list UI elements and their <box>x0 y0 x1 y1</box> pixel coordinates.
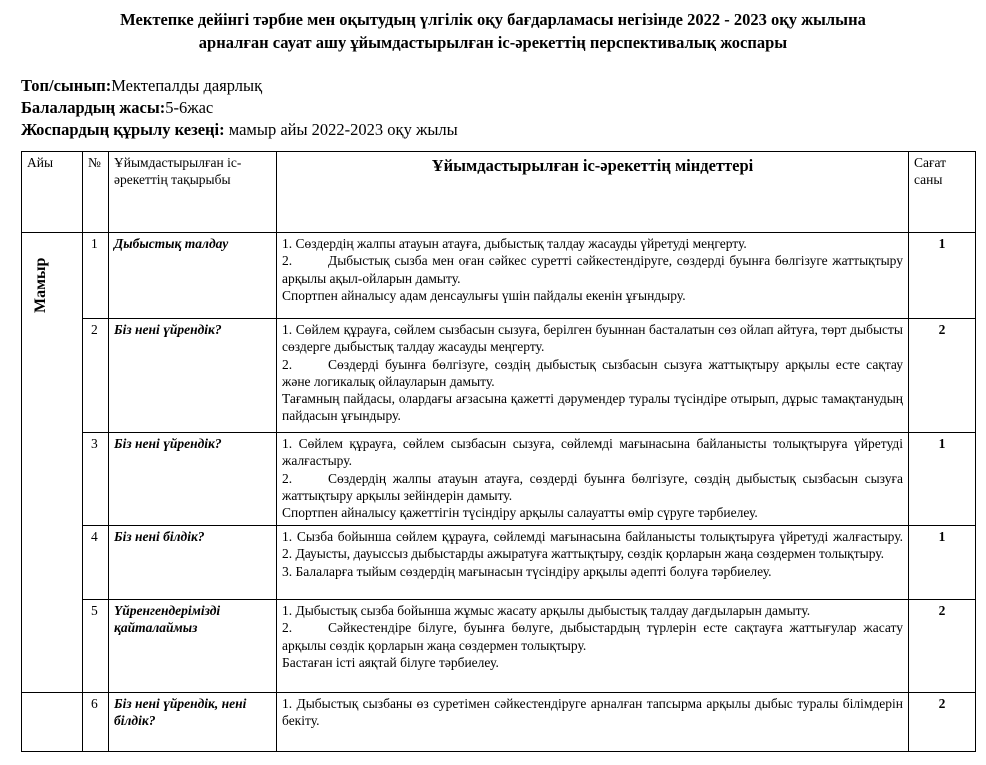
task-line: Тағамның пайдасы, олардағы ағзасына қажетті дәрумендер туралы түсіндіре отырып, дұрыс тамақтанудың пайдасын ұғындыру. <box>282 391 903 424</box>
row-hours: 1 <box>909 433 976 526</box>
row-hours: 2 <box>909 693 976 752</box>
table-row <box>22 433 976 526</box>
header-month: Айы <box>22 152 83 233</box>
task-line: Спортпен айналысу қажеттігін түсіндіру арқылы салауатты өмір сүруге тәрбиелеу. <box>282 505 758 521</box>
group-value: Мектепалды даярлық <box>111 76 263 95</box>
header-num: № <box>83 152 109 233</box>
plan-table <box>21 151 976 752</box>
row-topic: Біз нені білдік? <box>109 526 277 600</box>
row-topic: Дыбыстық талдау <box>109 233 277 319</box>
period-value: мамыр айы 2022-2023 оқу жылы <box>224 120 458 139</box>
row-tasks <box>277 233 909 319</box>
row-tasks <box>277 433 909 526</box>
task-line: Сәйкестендіре білуге, буынға бөлуге, дыбыстардың түрлерін есте сақтауға жаттығулар жасату арқылы сөздік қорларын жаңа сөздермен толықтыру. <box>282 620 903 653</box>
row-num: 1 <box>83 233 109 319</box>
table-row <box>22 600 976 693</box>
row-topic: Біз нені үйрендік? <box>109 433 277 526</box>
row-topic: Біз нені үйрендік, нені білдік? <box>109 693 277 752</box>
row-topic: Үйренгендерімізді қайталаймыз <box>109 600 277 693</box>
title-line-2: арналған сауат ашу ұйымдастырылған іс-әрекеттің перспективалық жоспары <box>198 33 788 52</box>
task-line-numbered <box>282 470 903 505</box>
period-label: Жоспардың құрылу кезеңі: <box>21 120 225 139</box>
task-item-number: 2. <box>282 620 293 636</box>
row-num: 3 <box>83 433 109 526</box>
task-line: Сөздердің жалпы атауын атауға, сөздерді буынға бөлгізуге, сөздің дыбыстық сызбасын сызуға жаттықтыру арқылы зейіндерін дамыту. <box>282 470 903 503</box>
table-row <box>22 526 976 600</box>
row-hours: 1 <box>909 233 976 319</box>
task-line: 1. Сызба бойынша сөйлем құрауға, сөйлемді мағынасына байланысты толықтыруға үйретуді жалғастыру. 2. Дауысты, дауыссыз дыбыстарды ажыратуға жаттықтыру, сөздік қорларын жаңа сөздермен толықтыру. <box>282 529 903 562</box>
task-item-number: 2. <box>282 253 293 269</box>
task-line: Дыбыстық сызба мен оған сәйкес суретті сәйкестендіруге, сөздерді буынға бөлгізуге жаттықтыру арқылы ақыл-ойларын дамыту. <box>282 253 903 286</box>
group-line <box>21 75 262 97</box>
age-value: 5-6жас <box>165 98 214 117</box>
task-line: 1. Сөздердің жалпы атауын атауға, дыбыстық талдау жасауды үйретуді меңгерту. <box>282 236 747 251</box>
task-line: 1. Сөйлем құрауға, сөйлем сызбасын сызуға, сөйлемді мағынасына байланысты толықтыруға үйретуді жалғастыру. <box>282 436 903 469</box>
document-title <box>0 8 986 54</box>
row-tasks <box>277 693 909 752</box>
task-item-number: 2. <box>282 470 293 486</box>
row-tasks <box>277 600 909 693</box>
row-num: 2 <box>83 319 109 433</box>
task-line-numbered <box>282 356 903 391</box>
month-label: Мамыр <box>32 257 49 313</box>
row-hours: 1 <box>909 526 976 600</box>
table-header-row <box>22 152 976 233</box>
task-line-numbered <box>282 252 903 287</box>
header-topic: Ұйымдастырылған іс-әрекеттің тақырыбы <box>109 152 277 233</box>
row-num: 6 <box>83 693 109 752</box>
row-num: 5 <box>83 600 109 693</box>
task-line: Бастаған істі аяқтай білуге тәрбиелеу. <box>282 654 499 670</box>
month-cell-empty <box>22 693 83 752</box>
age-line <box>21 97 213 119</box>
group-label: Топ/сынып: <box>21 76 112 95</box>
row-topic: Біз нені үйрендік? <box>109 319 277 433</box>
task-line: Спортпен айналысу адам денсаулығы үшін пайдалы екенін ұғындыру. <box>282 287 686 303</box>
age-label: Балалардың жасы: <box>21 98 166 117</box>
task-line: 3. Балаларға тыйым сөздердің мағынасын түсіндіру арқылы әдепті болуға тәрбиелеу. <box>282 563 772 579</box>
header-tasks: Ұйымдастырылған іс-әрекеттің міндеттері <box>277 152 909 233</box>
row-hours: 2 <box>909 319 976 433</box>
row-tasks <box>277 526 909 600</box>
row-tasks <box>277 319 909 433</box>
row-hours: 2 <box>909 600 976 693</box>
period-line <box>21 119 458 141</box>
table-row <box>22 693 976 752</box>
task-line-numbered <box>282 619 903 654</box>
task-line: Сөздерді буынға бөлгізуге, сөздің дыбыстық сызбасын сызуға жаттықтыру арқылы есте сақтау және логикалық ойлауларын дамыту. <box>282 356 903 389</box>
task-line: 1. Сөйлем құрауға, сөйлем сызбасын сызуға, берілген буыннан басталатын сөз ойлап айтуға, төрт дыбысты сөздерге дыбыстық талдау жасауды меңгерту. <box>282 322 903 355</box>
task-item-number: 2. <box>282 356 293 372</box>
month-cell <box>22 233 83 693</box>
task-line: 1. Дыбыстық сызба бойынша жұмыс жасату арқылы дыбыстық талдау дағдыларын дамыту. <box>282 603 811 618</box>
row-num: 4 <box>83 526 109 600</box>
table-row <box>22 233 976 319</box>
task-line: 1. Дыбыстық сызбаны өз суретімен сәйкестендіруге арналған тапсырма арқылы дыбыс туралы білімдерін бекіту. <box>282 696 903 729</box>
header-hours: Сағат саны <box>909 152 976 233</box>
table-row <box>22 319 976 433</box>
title-line-1: Мектепке дейінгі тәрбие мен оқытудың үлгілік оқу бағдарламасы негізінде 2022 - 2023 оқу жылына <box>120 10 866 29</box>
